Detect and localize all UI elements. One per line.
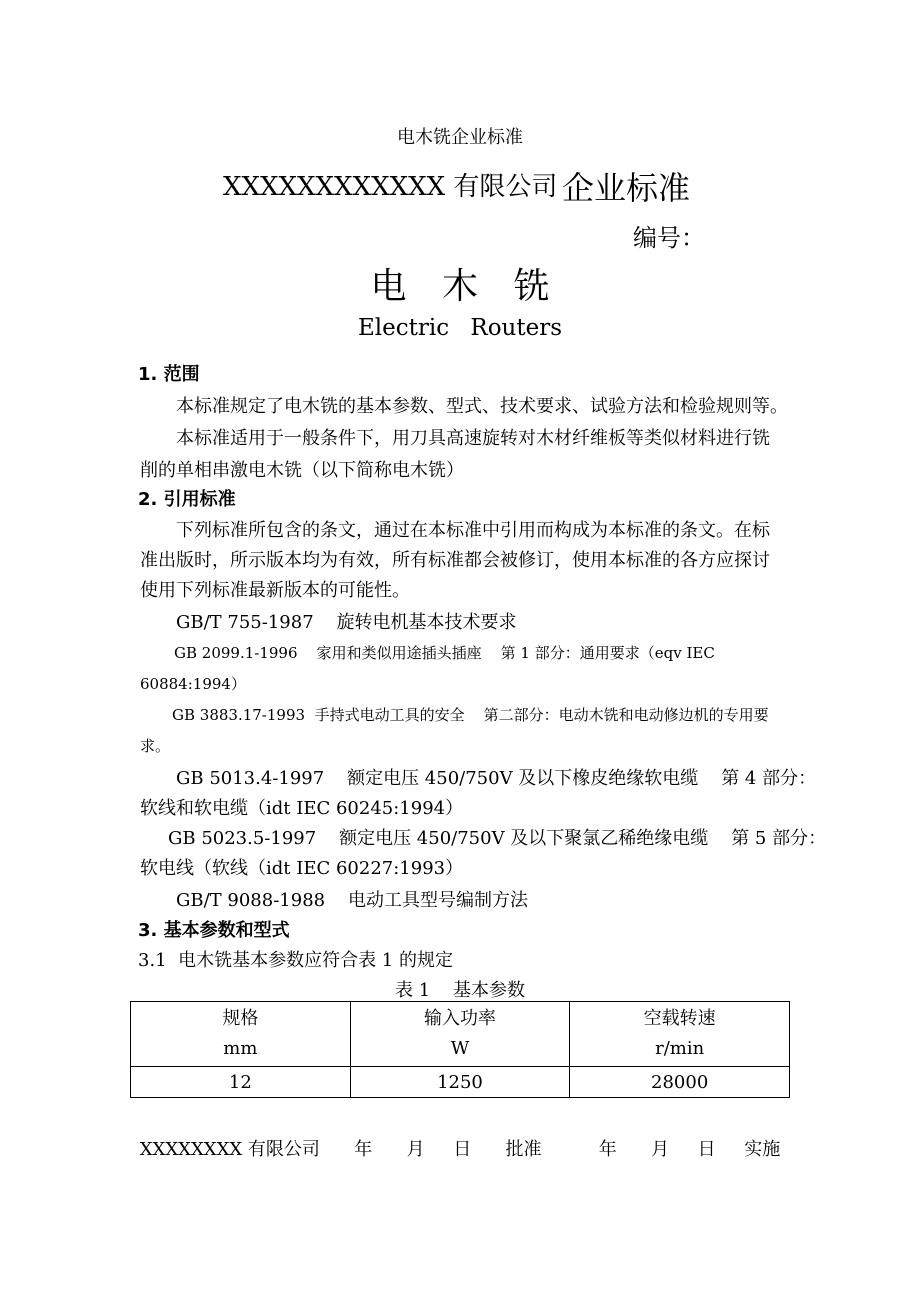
section-1-para-2-line-2: 削的单相串激电木铣（以下简称电木铣）: [140, 460, 464, 481]
ref-gb-5013-line-1: GB 5013.4-1997 额定电压 450/750V 及以下橡皮绝缘软电缆 第 4 部分：: [176, 768, 817, 789]
table-caption: 表 1 基本参数: [394, 980, 526, 1001]
table-header-cell: [570, 1002, 790, 1067]
table-cell: 1250: [350, 1067, 570, 1098]
header-input-power: 输入功率: [423, 1008, 496, 1029]
section-2-para-line-3: 使用下列标准最新版本的可能性。: [140, 580, 410, 601]
ref-gbt-9088: GB/T 9088-1988 电动工具型号编制方法: [176, 890, 528, 911]
ref-gb-3883-line-1: GB 3883.17-1993 手持式电动工具的安全 第二部分：电动木铣和电动修边机的专用要: [172, 706, 769, 724]
header-spec: 规格: [222, 1008, 259, 1029]
table-header-row: [131, 1002, 790, 1067]
section-3-heading: 3. 基本参数和型式: [138, 920, 290, 941]
section-1-para-2-line-1: 本标准适用于一般条件下，用刀具高速旋转对木材纤维板等类似材料进行铣: [176, 428, 770, 449]
section-1-para-1: 本标准规定了电木铣的基本参数、型式、技术要求、试验方法和检验规则等。: [176, 396, 788, 417]
doc-title: 电木铣企业标准: [397, 127, 523, 148]
header-no-load-speed: 空载转速: [643, 1008, 716, 1029]
table-header-cell: [131, 1002, 351, 1067]
main-title: 电 木 铣: [370, 266, 550, 307]
table-cell: 28000: [570, 1067, 790, 1098]
unit-input-power: W: [450, 1038, 470, 1059]
english-title: Electric Routers: [357, 315, 563, 341]
ref-gb-2099-line-2: 60884:1994）: [140, 675, 246, 693]
section-1-heading: 1. 范围: [138, 364, 200, 385]
table-header-cell: [350, 1002, 570, 1067]
section-3-1-text: 3.1 电木铣基本参数应符合表 1 的规定: [138, 950, 453, 971]
ref-gb-5013-line-2: 软线和软电缆（idt IEC 60245:1994）: [140, 798, 464, 819]
ref-gb-5023-line-1: GB 5023.5-1997 额定电压 450/750V 及以下聚氯乙稀绝缘电缆 第 5 部分：: [168, 828, 827, 849]
unit-spec: mm: [223, 1038, 258, 1059]
standard-label: 企业标准: [562, 169, 691, 207]
ref-gb-2099-line-1: GB 2099.1-1996 家用和类似用途插头插座 第 1 部分：通用要求（eqv IEC: [174, 644, 715, 662]
ref-gb-3883-line-2: 求。: [140, 737, 171, 755]
footer-approval-line: XXXXXXXX 有限公司 年 月 日 批准 年 月 日 实施: [139, 1139, 781, 1160]
unit-no-load-speed: r/min: [655, 1038, 705, 1059]
ref-gb-5023-line-2: 软电线（软线（idt IEC 60227:1993）: [140, 858, 464, 879]
company-name: XXXXXXXXXXXX 有限公司: [223, 172, 558, 202]
number-label: 编号：: [633, 224, 705, 252]
section-2-para-line-1: 下列标准所包含的条文，通过在本标准中引用而构成为本标准的条文。在标: [176, 520, 770, 541]
section-2-para-line-2: 准出版时，所示版本均为有效，所有标准都会被修订，使用本标准的各方应探讨: [140, 550, 770, 571]
section-2-heading: 2. 引用标准: [138, 489, 236, 510]
table-row: [131, 1067, 790, 1098]
basic-parameters-table: [130, 1001, 790, 1098]
table-cell: 12: [131, 1067, 351, 1098]
ref-gbt-755: GB/T 755-1987 旋转电机基本技术要求: [176, 612, 517, 633]
